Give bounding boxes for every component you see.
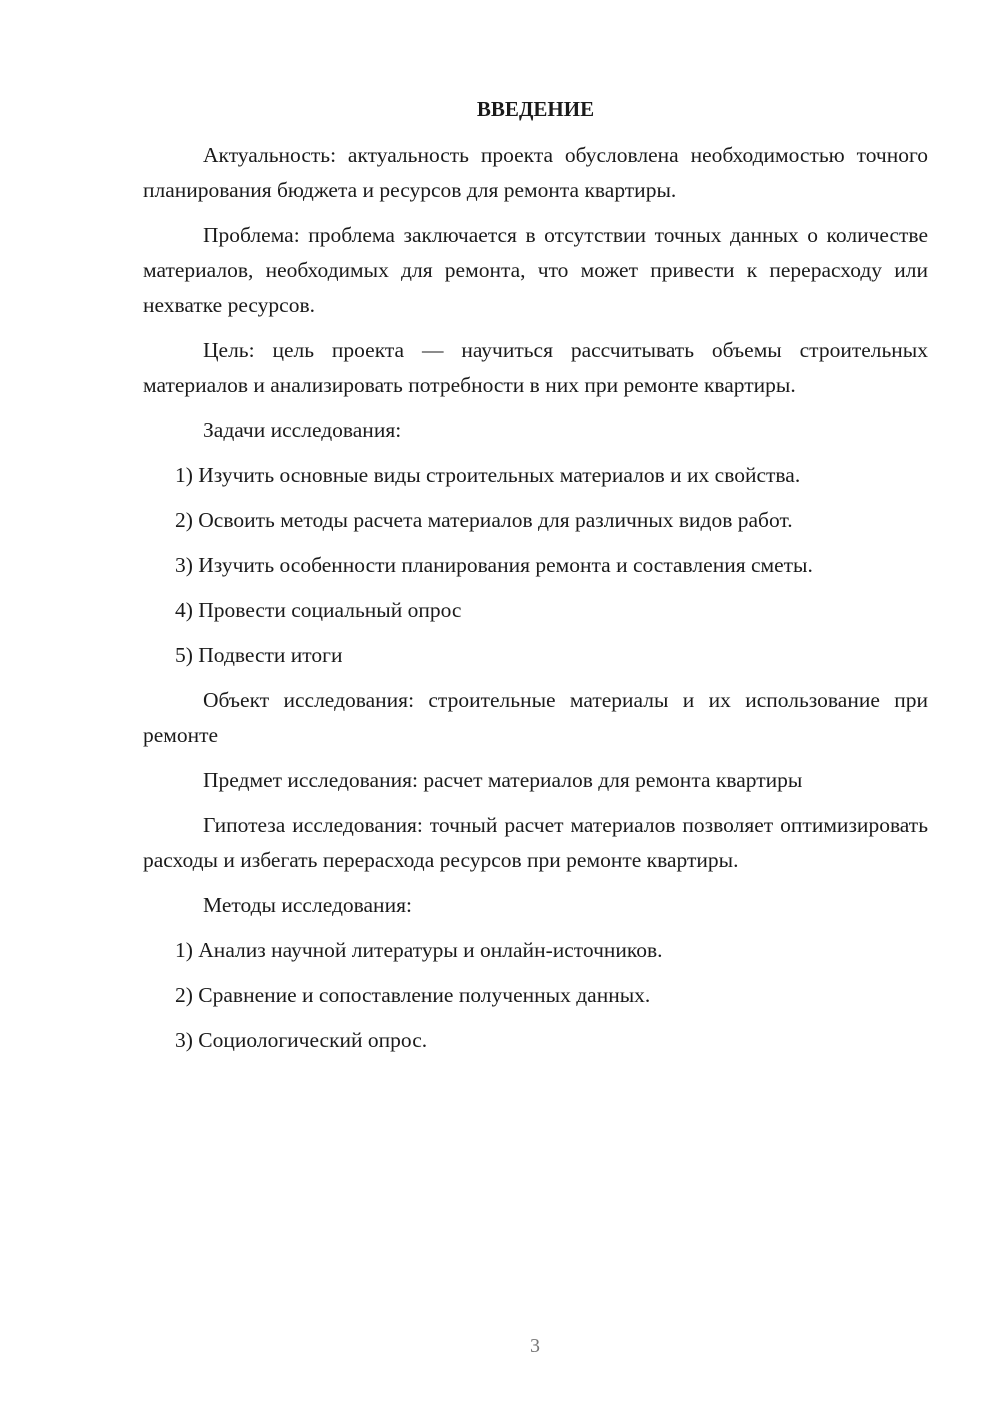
list-item: 2) Освоить методы расчета материалов для различных видов работ. [175, 508, 793, 532]
list-item: 2) Сравнение и сопоставление полученных данных. [175, 983, 651, 1007]
methods-heading: Методы исследования: [203, 893, 412, 917]
object-paragraph: Объект исследования: строительные материалы и их использование при ремонте [143, 688, 928, 747]
subject-paragraph: Предмет исследования: расчет материалов для ремонта квартиры [203, 768, 803, 792]
list-item: 4) Провести социальный опрос [175, 598, 462, 622]
tasks-list [143, 458, 928, 673]
page-number: 3 [530, 1335, 540, 1357]
problem-paragraph: Проблема: проблема заключается в отсутствии точных данных о количестве материалов, необходимых для ремонта, что может привести к перерасходу или нехватке ресурсов. [143, 223, 928, 317]
page-content [143, 94, 928, 1068]
list-item: 1) Анализ научной литературы и онлайн-источников. [175, 938, 663, 962]
goal-paragraph: Цель: цель проекта — научиться рассчитывать объемы строительных материалов и анализировать потребности в них при ремонте квартиры. [143, 338, 928, 397]
methods-list [143, 933, 928, 1058]
list-item: 5) Подвести итоги [175, 643, 343, 667]
list-item: 1) Изучить основные виды строительных материалов и их свойства. [175, 463, 801, 487]
tasks-heading: Задачи исследования: [203, 418, 402, 442]
list-item: 3) Изучить особенности планирования ремонта и составления сметы. [175, 553, 813, 577]
hypothesis-paragraph: Гипотеза исследования: точный расчет материалов позволяет оптимизировать расходы и избегать перерасхода ресурсов при ремонте квартиры. [143, 813, 928, 872]
page-title: ВВЕДЕНИЕ [476, 97, 595, 121]
relevance-paragraph: Актуальность: актуальность проекта обусловлена необходимостью точного планирования бюджета и ресурсов для ремонта квартиры. [143, 143, 928, 202]
list-item: 3) Социологический опрос. [175, 1028, 428, 1052]
